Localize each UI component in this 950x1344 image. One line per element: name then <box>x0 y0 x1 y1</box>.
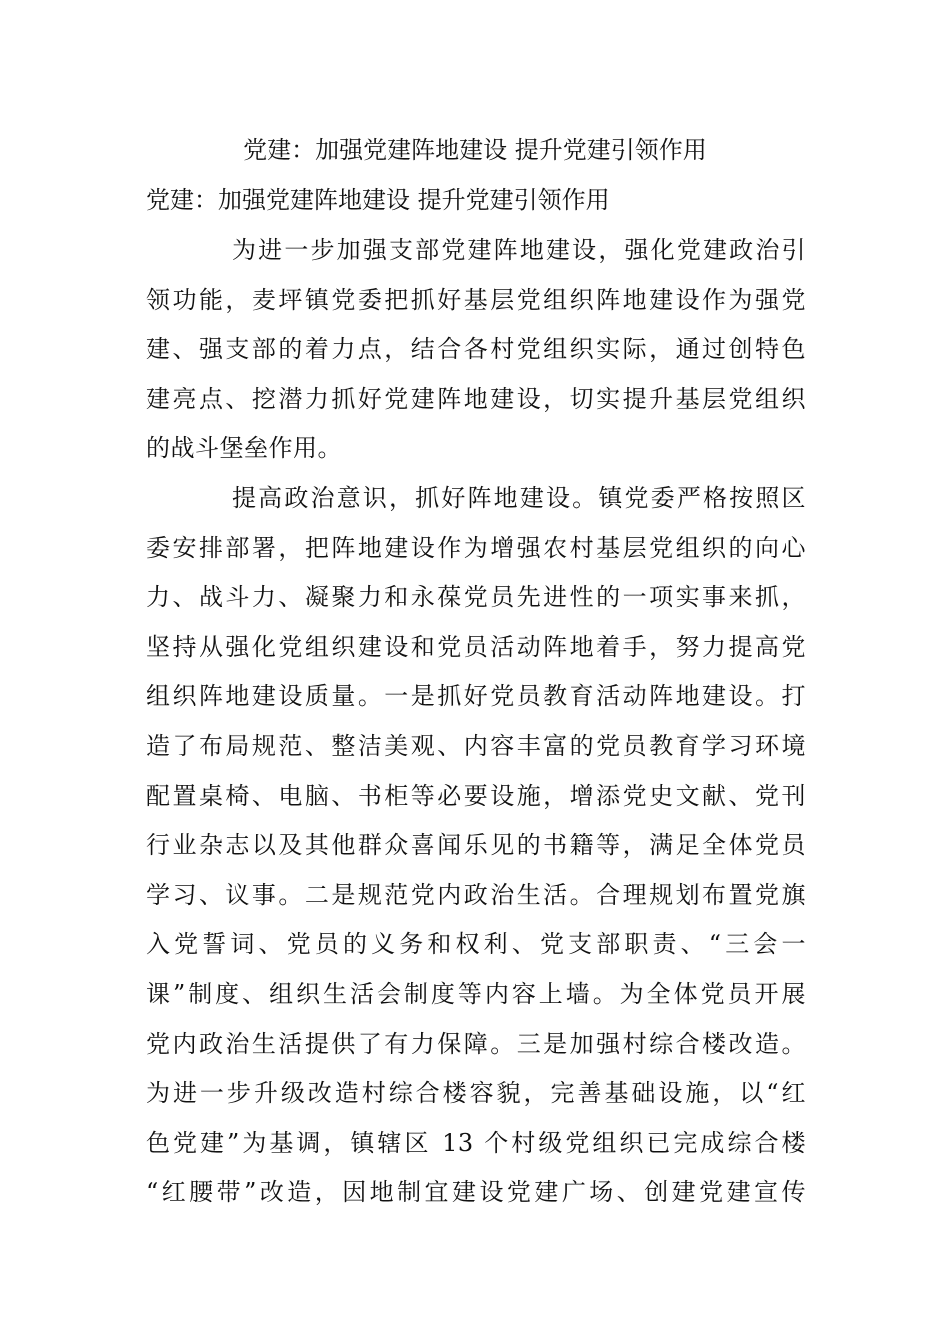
text-line: 为进一步加强支部党建阵地建设，强化党建政治引 <box>232 236 806 264</box>
text-line: 领功能，麦坪镇党委把抓好基层党组织阵地建设作为强党 <box>146 285 806 314</box>
text-line: 为进一步升级改造村综合楼容貌，完善基础设施，以“红 <box>146 1079 806 1108</box>
text-line: “红腰带”改造，因地制宜建设党建广场、创建党建宣传 <box>146 1178 806 1207</box>
text-line: 坚持从强化党组织建设和党员活动阵地着手，努力提高党 <box>146 632 806 661</box>
text-line: 委安排部署，把阵地建设作为增强农村基层党组织的向心 <box>146 533 806 562</box>
text-line: 行业杂志以及其他群众喜闻乐见的书籍等，满足全体党员 <box>146 831 806 860</box>
text-line: 的战斗堡垒作用。 <box>146 434 342 463</box>
text-line: 建亮点、挖潜力抓好党建阵地建设，切实提升基层党组织 <box>146 384 806 413</box>
text-line: 入党誓词、党员的义务和权利、党支部职责、“三会一 <box>146 930 806 959</box>
text-line: 学习、议事。二是规范党内政治生活。合理规划布置党旗 <box>146 880 806 909</box>
document-title-centered: 党建：加强党建阵地建设 提升党建引领作用 <box>243 136 707 164</box>
text-line: 组织阵地建设质量。一是抓好党员教育活动阵地建设。打 <box>146 682 806 711</box>
text-line: 配置桌椅、电脑、书柜等必要设施，增添党史文献、党刊 <box>146 781 806 810</box>
paragraph-2 <box>146 474 806 1218</box>
document-body <box>146 226 806 1218</box>
text-line: 造了布局规范、整洁美观、内容丰富的党员教育学习环境 <box>146 731 806 760</box>
text-line: 党内政治生活提供了有力保障。三是加强村综合楼改造。 <box>146 1029 806 1058</box>
text-line: 课”制度、组织生活会制度等内容上墙。为全体党员开展 <box>146 979 806 1008</box>
text-line: 力、战斗力、凝聚力和永葆党员先进性的一项实事来抓， <box>146 583 806 612</box>
paragraph-1 <box>146 226 806 474</box>
text-line: 建、强支部的着力点，结合各村党组织实际，通过创特色 <box>146 335 806 364</box>
text-line: 提高政治意识，抓好阵地建设。镇党委严格按照区 <box>232 483 806 512</box>
text-line: 色党建”为基调，镇辖区 13 个村级党组织已完成综合楼 <box>146 1128 806 1157</box>
document-title-left: 党建：加强党建阵地建设 提升党建引领作用 <box>146 186 610 214</box>
